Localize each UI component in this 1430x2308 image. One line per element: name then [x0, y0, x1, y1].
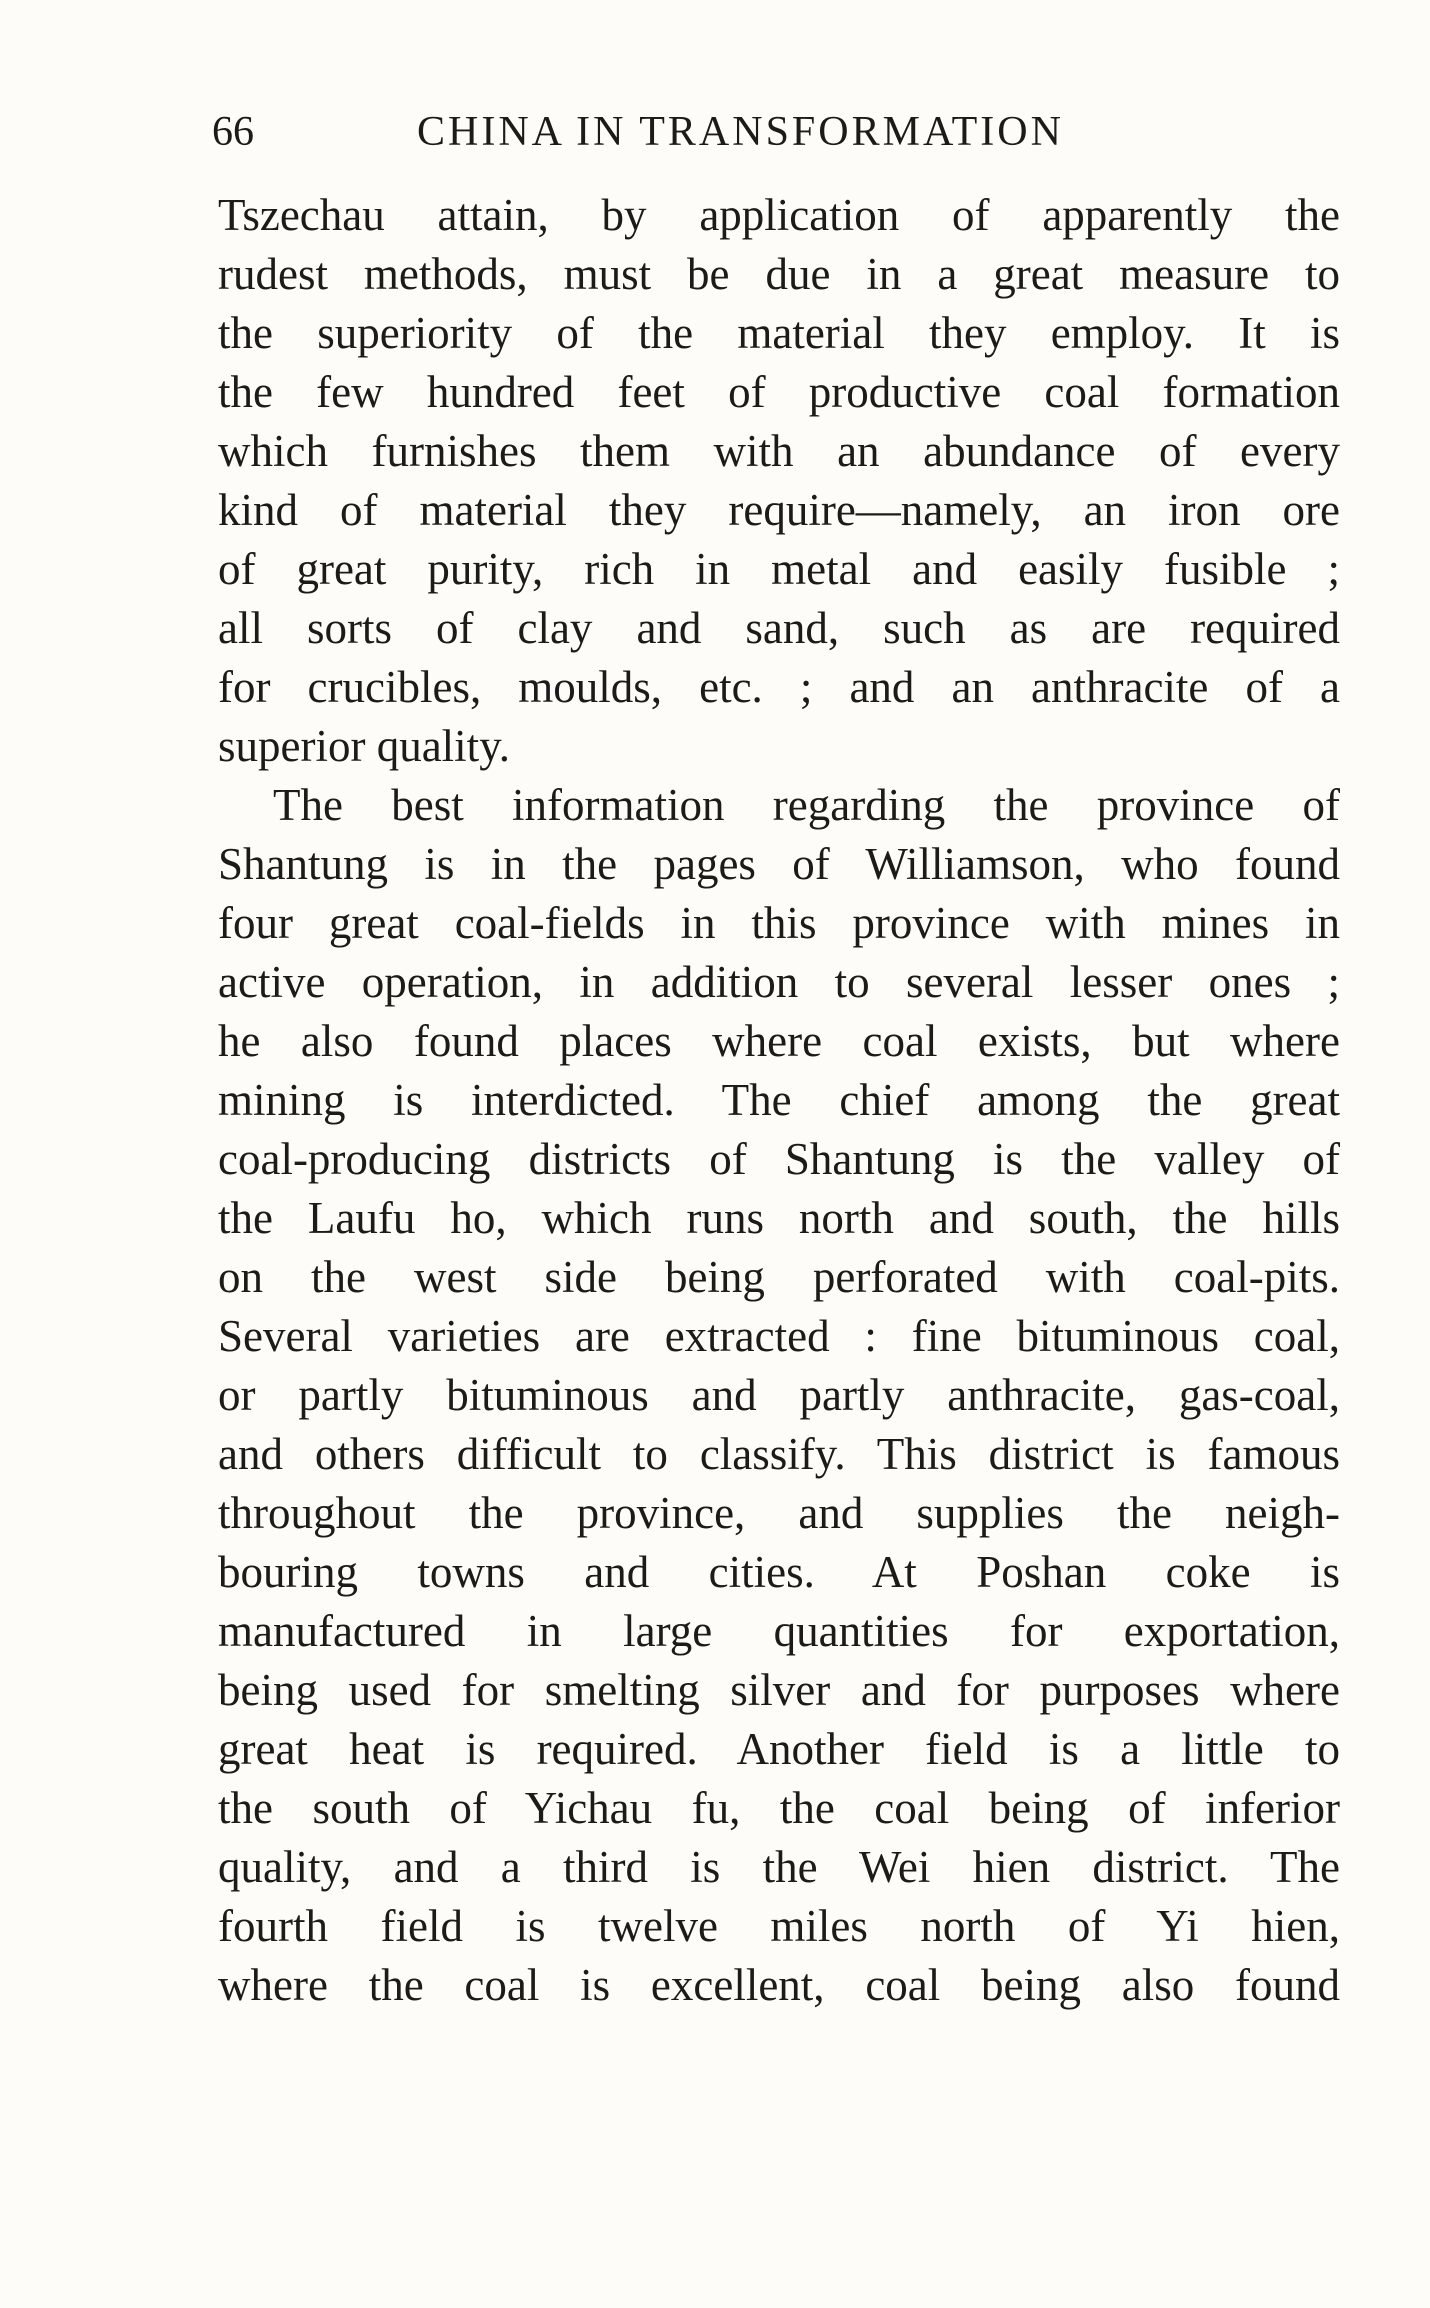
text-line: the few hundred feet of productive coal formation	[218, 367, 1340, 417]
paragraph-1	[218, 186, 1340, 776]
text-line: the south of Yichau fu, the coal being of inferior	[218, 1783, 1340, 1833]
text-line: coal-producing districts of Shantung is the valley of	[218, 1134, 1340, 1184]
text-line: throughout the province, and supplies the neigh-	[218, 1488, 1340, 1538]
text-line: the Laufu ho, which runs north and south, the hills	[218, 1193, 1340, 1243]
text-line: of great purity, rich in metal and easily fusible ;	[218, 544, 1340, 594]
text-line: fourth field is twelve miles north of Yi hien,	[218, 1901, 1340, 1951]
running-title: CHINA IN TRANSFORMATION	[417, 109, 1064, 155]
text-line: the superiority of the material they employ. It is	[218, 308, 1340, 358]
text-line: mining is interdicted. The chief among the great	[218, 1075, 1340, 1125]
text-line: quality, and a third is the Wei hien district. The	[218, 1842, 1340, 1892]
paragraph-2	[218, 776, 1340, 2015]
text-line: he also found places where coal exists, but where	[218, 1016, 1340, 1066]
text-line: where the coal is excellent, coal being also found	[218, 1960, 1340, 2010]
page-number: 66	[212, 109, 254, 155]
text-line: great heat is required. Another field is a little to	[218, 1724, 1340, 1774]
text-line: Tszechau attain, by application of apparently the	[218, 190, 1340, 240]
text-line: which furnishes them with an abundance of every	[218, 426, 1340, 476]
text-line: manufactured in large quantities for exportation,	[218, 1606, 1340, 1656]
text-line: all sorts of clay and sand, such as are required	[218, 603, 1340, 653]
text-line: bouring towns and cities. At Poshan coke is	[218, 1547, 1340, 1597]
text-line: for crucibles, moulds, etc. ; and an anthracite of a	[218, 662, 1340, 712]
text-line: four great coal-fields in this province with mines in	[218, 898, 1340, 948]
running-head	[212, 108, 1342, 168]
text-line: on the west side being perforated with coal-pits.	[218, 1252, 1340, 1302]
text-line: Shantung is in the pages of Williamson, who found	[218, 839, 1340, 889]
text-line: rudest methods, must be due in a great measure to	[218, 249, 1340, 299]
text-line: superior quality.	[218, 721, 511, 771]
text-line: The best information regarding the province of	[273, 780, 1340, 830]
text-line: or partly bituminous and partly anthracite, gas-coal,	[218, 1370, 1340, 1420]
text-line: active operation, in addition to several lesser ones ;	[218, 957, 1340, 1007]
text-line: kind of material they require—namely, an iron ore	[218, 485, 1340, 535]
body-text	[218, 186, 1340, 2015]
text-line: being used for smelting silver and for purposes where	[218, 1665, 1340, 1715]
text-line: and others difficult to classify. This district is famous	[218, 1429, 1340, 1479]
text-line: Several varieties are extracted : fine bituminous coal,	[218, 1311, 1340, 1361]
